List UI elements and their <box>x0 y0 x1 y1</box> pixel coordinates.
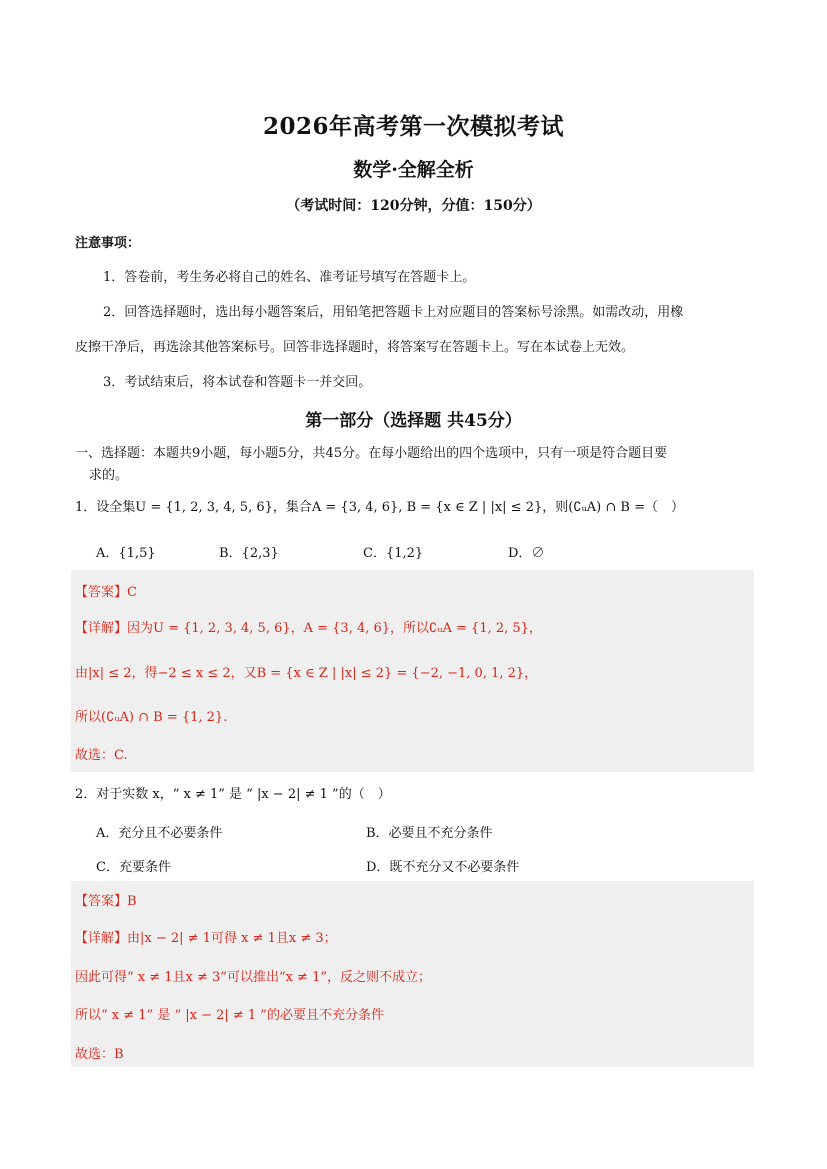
q1-stem: 1．设全集U = {1, 2, 3, 4, 5, 6}，集合A = {3, 4, 6}, B = {x ∈ Z | |x| ≤ 2}，则(∁ᵤA) ∩ B =（ ） <box>75 500 684 515</box>
q2-answer: 【答案】B <box>75 894 137 909</box>
q1-option-a: A．{1,5} <box>96 546 156 561</box>
q1-conclusion: 故选：C. <box>75 748 128 763</box>
section-desc-b: 求的。 <box>89 468 129 483</box>
q2-option-b: B．必要且不充分条件 <box>366 826 493 841</box>
q1-answer-box <box>71 570 754 772</box>
note-item-3: 3．考试结束后，将本试卷和答题卡一并交回。 <box>103 375 372 390</box>
note-item-1: 1．答卷前，考生务必将自己的姓名、准考证号填写在答题卡上。 <box>103 270 476 285</box>
q1-detail-line-1 <box>75 617 542 636</box>
q1-answer: 【答案】C <box>75 585 137 600</box>
q2-option-d: D．既不充分又不必要条件 <box>366 860 520 875</box>
q1-option-c: C．{1,2} <box>363 546 424 561</box>
q1-detail-3: 所以(∁ᵤA) ∩ B = {1, 2}. <box>75 710 228 725</box>
q1-detail-label: 【详解】 <box>75 621 128 636</box>
q2-detail-label: 【详解】 <box>75 931 128 946</box>
q2-answer-box <box>71 881 754 1067</box>
q2-detail-line-1 <box>75 927 337 946</box>
exam-meta: （考试时间：120分钟，分值：150分） <box>286 198 541 214</box>
q2-detail-1: 由|x − 2| ≠ 1可得 x ≠ 1且x ≠ 3； <box>127 931 337 946</box>
q2-option-c: C．充要条件 <box>96 860 171 875</box>
q2-detail-2: 因此可得“ x ≠ 1且x ≠ 3”可以推出“x ≠ 1”，反之则不成立； <box>75 970 431 985</box>
q2-stem: 2．对于实数 x，“ x ≠ 1” 是 “ |x − 2| ≠ 1 ”的（ ） <box>75 787 391 802</box>
exam-subtitle: 数学·全解全析 <box>353 159 474 181</box>
q1-detail-1: 因为U = {1, 2, 3, 4, 5, 6}，A = {3, 4, 6}，所以∁ᵤA = {1, 2, 5}， <box>127 621 542 636</box>
note-item-2b: 皮擦干净后，再选涂其他答案标号。回答非选择题时，将答案写在答题卡上。写在本试卷上无效。 <box>75 340 635 355</box>
section-desc-a: 一、选择题：本题共9小题，每小题5分，共45分。在每小题给出的四个选项中，只有一项是符合题目要 <box>75 446 668 461</box>
q2-option-a: A．充分且不必要条件 <box>96 826 223 841</box>
note-item-2a: 2．回答选择题时，选出每小题答案后，用铅笔把答题卡上对应题目的答案标号涂黑。如需改动，用橡 <box>103 305 684 320</box>
q2-conclusion: 故选：B <box>75 1047 124 1062</box>
q1-option-b: B．{2,3} <box>219 546 279 561</box>
q1-detail-2: 由|x| ≤ 2，得−2 ≤ x ≤ 2，又B = {x ∈ Z | |x| ≤ 2} = {−2, −1, 0, 1, 2}， <box>75 666 538 681</box>
notes-heading: 注意事项： <box>75 236 141 251</box>
q1-option-d: D．∅ <box>508 546 545 561</box>
q2-detail-3: 所以“ x ≠ 1” 是 “ |x − 2| ≠ 1 ”的必要且不充分条件 <box>75 1008 384 1023</box>
section-title: 第一部分（选择题 共45分） <box>305 411 522 431</box>
exam-title: 2026年高考第一次模拟考试 <box>262 113 564 140</box>
